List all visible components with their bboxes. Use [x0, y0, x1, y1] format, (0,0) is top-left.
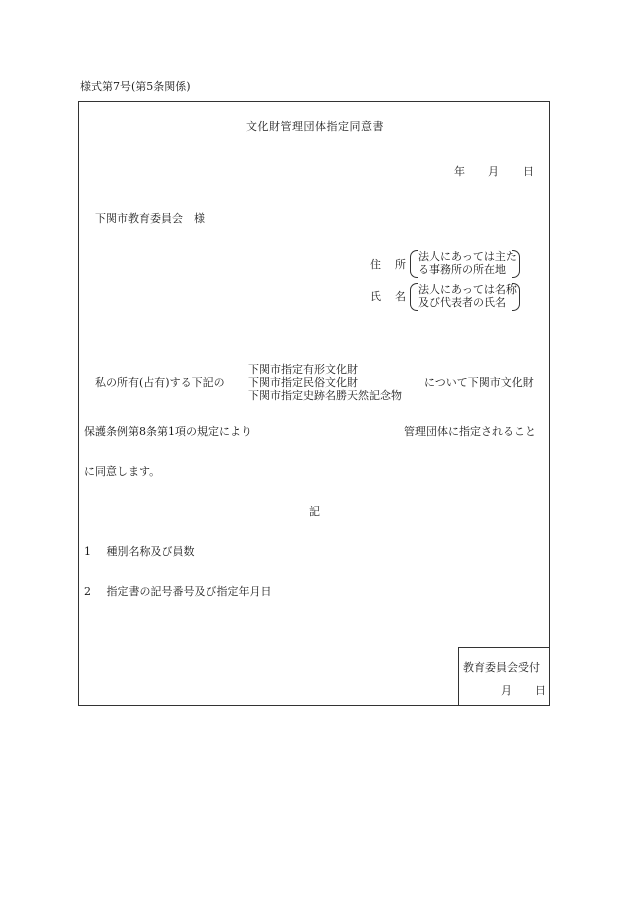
receipt-day-label: 日 [535, 684, 546, 697]
receipt-label: 教育委員会受付 [463, 661, 540, 674]
item-text: 種別名称及び員数 [106, 545, 195, 558]
item-number: 2 [84, 585, 91, 598]
address-label-char-2: 所 [395, 258, 406, 271]
form-number-label: 様式第7号(第5条関係) [80, 80, 191, 93]
document-title: 文化財管理団体指定同意書 [246, 120, 384, 133]
category-item: 下関市指定民俗文化財 [248, 376, 358, 389]
name-note-text [418, 283, 517, 309]
item-1 [84, 545, 195, 559]
name-label-char-1: 氏 [370, 290, 381, 303]
name-note-line-2: 及び代表者の氏名 [418, 296, 506, 309]
item-2 [84, 585, 272, 599]
date-day-label: 日 [523, 165, 534, 178]
right-paren [512, 283, 520, 311]
category-item: 下関市指定史跡名勝天然記念物 [248, 389, 402, 402]
ki-heading: 記 [309, 505, 320, 518]
name-note [410, 283, 520, 311]
date-year-label: 年 [454, 165, 465, 178]
date-month-label: 月 [488, 165, 499, 178]
address-note-text [418, 250, 517, 276]
address-note-line-1: 法人にあっては主た [418, 250, 517, 263]
category-list [248, 363, 402, 402]
body-line-2-left: 保護条例第8条第1項の規定により [84, 425, 252, 438]
receipt-month-label: 月 [501, 684, 512, 697]
body-line-3: に同意します。 [84, 465, 161, 478]
addressee: 下関市教育委員会 様 [95, 212, 205, 225]
name-label-char-2: 名 [395, 290, 406, 303]
address-label-char-1: 住 [370, 258, 381, 271]
item-text: 指定書の記号番号及び指定年月日 [106, 585, 272, 598]
item-number: 1 [84, 545, 91, 558]
left-paren [410, 250, 418, 278]
left-paren [410, 283, 418, 311]
body-trail-text: について下関市文化財 [424, 376, 534, 389]
name-note-line-1: 法人にあっては名称 [418, 283, 517, 296]
address-note-line-2: る事務所の所在地 [418, 263, 506, 276]
right-paren [512, 250, 520, 278]
body-line-2-right: 管理団体に指定されること [404, 425, 536, 438]
address-note [410, 250, 520, 278]
category-item: 下関市指定有形文化財 [248, 363, 358, 376]
form-frame [78, 101, 550, 706]
body-lead-text: 私の所有(占有)する下記の [95, 376, 225, 389]
